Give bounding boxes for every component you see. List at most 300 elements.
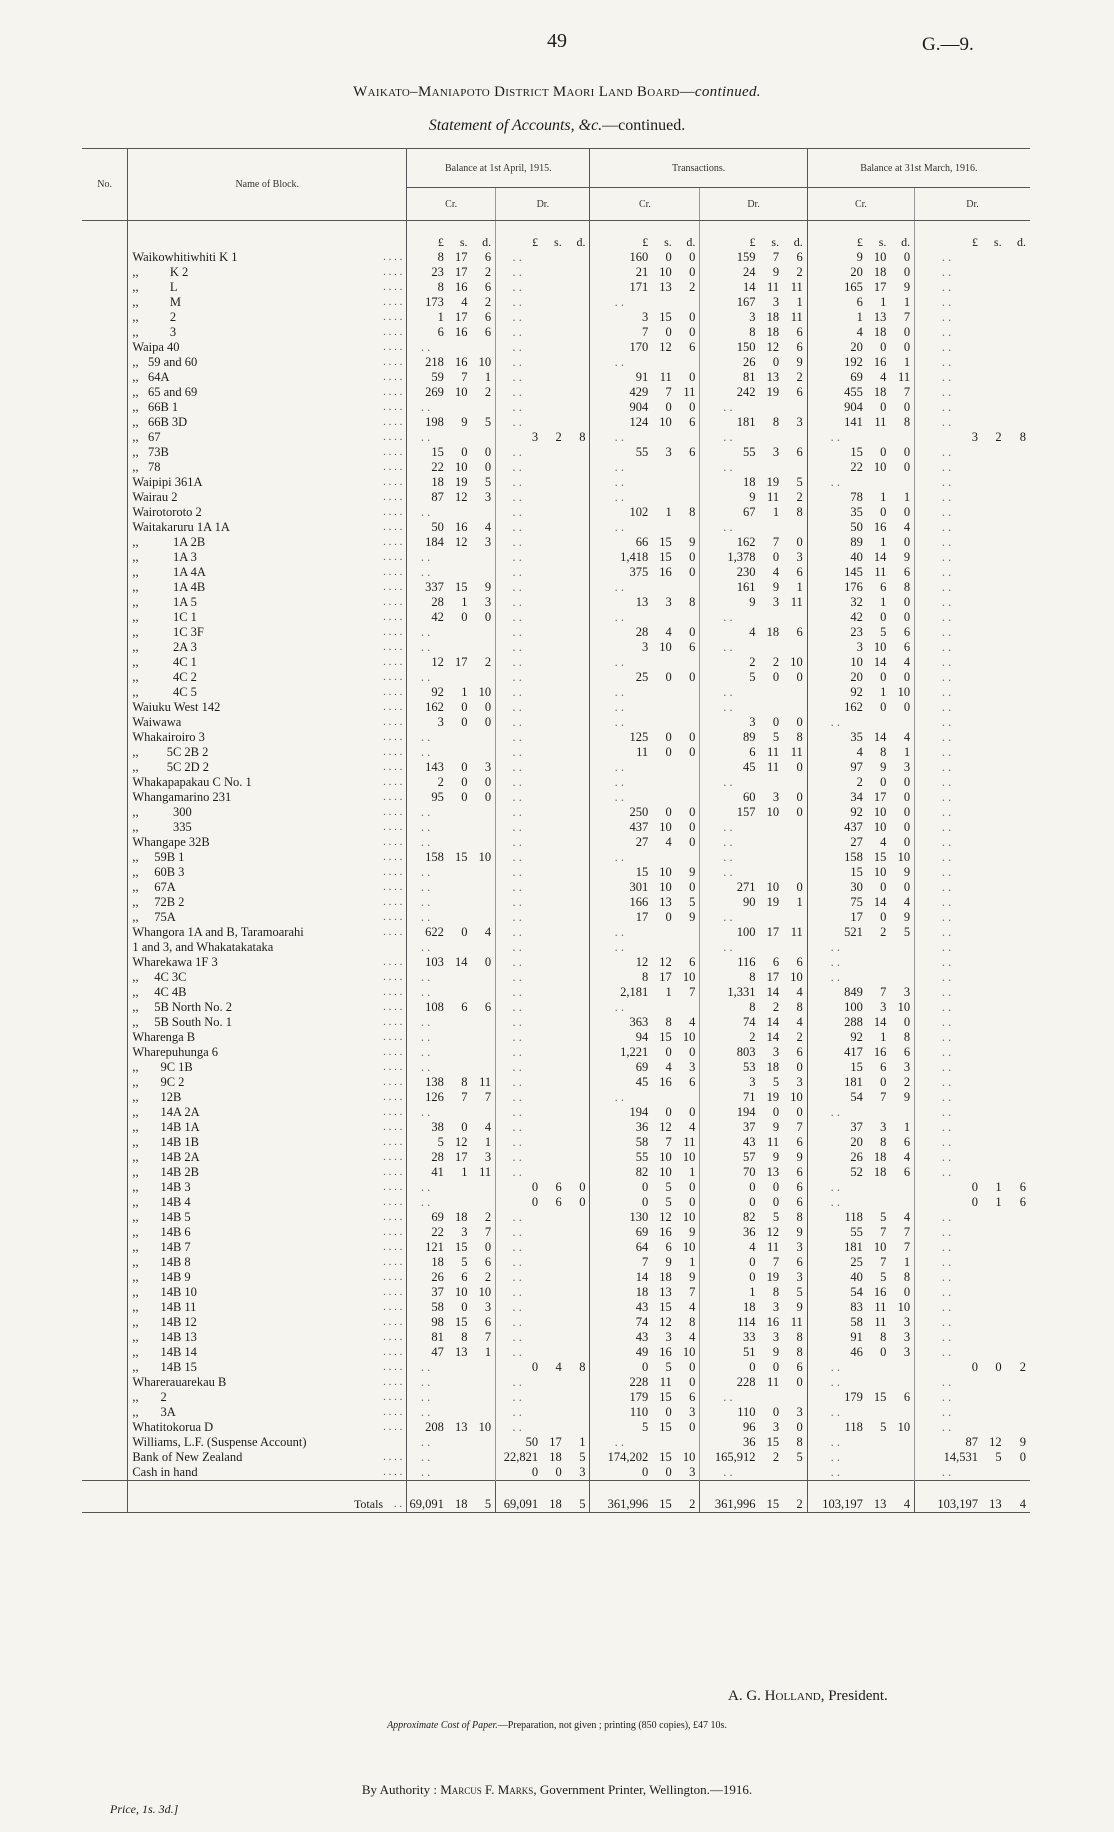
empty-amount	[446, 1390, 470, 1405]
empty-amount	[540, 745, 564, 760]
amount-shillings: 3	[665, 1330, 672, 1344]
empty-amount	[1004, 1225, 1030, 1240]
empty-amount: . .	[420, 910, 431, 924]
empty-amount	[674, 790, 700, 805]
empty-amount	[650, 610, 674, 625]
empty-amount	[781, 640, 807, 655]
empty-amount	[1004, 445, 1030, 460]
empty-amount	[446, 910, 470, 925]
leader-dots: . . . .	[383, 1255, 407, 1270]
empty-amount: . .	[915, 655, 980, 670]
amount-pence: 0	[689, 565, 696, 579]
empty-amount: . .	[700, 835, 758, 850]
amount-pence: 5	[484, 475, 492, 489]
table-row	[82, 595, 1030, 610]
amount-shillings: 13	[454, 1345, 468, 1359]
table-row	[82, 1255, 1030, 1270]
empty-amount: . .	[496, 925, 541, 940]
empty-amount	[540, 580, 564, 595]
amount-shillings: 3	[772, 1045, 780, 1059]
total-pence: 5	[469, 1481, 495, 1513]
amount-pounds: 71	[700, 1090, 758, 1105]
empty-amount	[564, 640, 590, 655]
empty-amount	[564, 475, 590, 490]
empty-amount	[1004, 1270, 1030, 1285]
row-number	[82, 1225, 128, 1240]
table-row	[82, 550, 1030, 565]
leader-dots: . . . .	[383, 805, 407, 820]
empty-amount	[540, 1390, 564, 1405]
empty-amount	[674, 580, 700, 595]
block-name: ,, 14A 2A	[132, 1105, 200, 1119]
amount-shillings: 10	[659, 880, 672, 894]
amount-pounds: 3	[700, 310, 758, 325]
empty-amount	[1004, 835, 1030, 850]
amount-shillings: 10	[659, 415, 672, 429]
empty-amount	[980, 520, 1004, 535]
amount-pence: 0	[689, 400, 696, 414]
empty-amount: . .	[915, 1060, 980, 1075]
amount-pounds: 194	[700, 1105, 758, 1120]
empty-amount	[1004, 1420, 1030, 1435]
empty-amount	[540, 880, 564, 895]
amount-pence: 6	[781, 445, 807, 460]
amount-pounds: 14	[700, 280, 758, 295]
empty-amount: . .	[614, 520, 625, 534]
amount-pounds: 34	[850, 790, 863, 804]
amount-pence: 6	[781, 1255, 807, 1270]
empty-amount	[1004, 1465, 1030, 1481]
leader-dots: . . . .	[383, 1285, 407, 1300]
amount-pence: 1	[689, 1165, 696, 1179]
leader-dots: . . . .	[383, 280, 407, 295]
amount-pounds: 125	[629, 730, 649, 744]
empty-amount: . .	[496, 385, 541, 400]
amount-pence: 0	[903, 400, 911, 414]
amount-pounds: 3	[496, 430, 541, 445]
leader-dots: . . . .	[383, 535, 407, 550]
amount-pounds: 0	[641, 1360, 649, 1374]
amount-pence: 10	[682, 970, 696, 984]
empty-amount	[758, 610, 782, 625]
empty-amount	[980, 1420, 1004, 1435]
empty-amount	[564, 700, 590, 715]
row-number	[82, 655, 128, 670]
row-number	[82, 1330, 128, 1345]
empty-amount	[980, 820, 1004, 835]
amount-pence: 1	[781, 580, 807, 595]
amount-shillings: 16	[873, 520, 887, 534]
empty-amount	[469, 670, 495, 685]
amount-shillings: 3	[772, 1420, 780, 1434]
row-number	[82, 490, 128, 505]
amount-pounds: 288	[844, 1015, 863, 1029]
amount-pounds: 36	[635, 1120, 649, 1134]
empty-amount	[1004, 310, 1030, 325]
block-name: Waikowhitiwhiti K 1	[132, 250, 238, 264]
amount-pence: 3	[689, 1465, 696, 1479]
amount-pence: 4	[689, 1300, 696, 1314]
empty-amount	[564, 880, 590, 895]
empty-amount: . .	[496, 550, 541, 565]
amount-shillings: 4	[461, 295, 468, 309]
empty-amount: . .	[496, 445, 541, 460]
amount-pence: 3	[781, 1240, 807, 1255]
table-row	[82, 250, 1030, 265]
amount-pence: 0	[689, 1375, 696, 1389]
amount-shillings: 9	[772, 1120, 780, 1134]
empty-amount: . .	[496, 610, 541, 625]
amount-shillings: 4	[772, 565, 780, 579]
accounts-table-body	[82, 221, 1030, 1513]
pound-sign: £	[915, 235, 980, 250]
amount-pounds: 69	[635, 1060, 649, 1074]
empty-amount	[674, 850, 700, 865]
empty-amount: . .	[420, 505, 431, 519]
empty-amount: . .	[614, 460, 625, 474]
amount-pence: 0	[781, 790, 807, 805]
amount-pence: 3	[484, 760, 492, 774]
empty-amount: . .	[496, 1315, 541, 1330]
amount-pence: 5	[484, 415, 492, 429]
empty-amount: . .	[496, 340, 541, 355]
amount-pence: 6	[903, 1135, 911, 1149]
empty-amount	[781, 1390, 807, 1405]
dots-blank	[383, 235, 407, 250]
table-row	[82, 1285, 1030, 1300]
amount-pounds: 17	[635, 910, 649, 924]
amount-shillings: 10	[454, 385, 468, 399]
empty-amount	[650, 520, 674, 535]
row-number	[82, 730, 128, 745]
amount-pounds: 78	[850, 490, 863, 504]
empty-amount: . .	[915, 820, 980, 835]
row-number	[82, 1150, 128, 1165]
amount-pounds: 100	[700, 925, 758, 940]
amount-pounds: 22	[850, 460, 863, 474]
row-number	[82, 1180, 128, 1195]
amount-pence: 2	[484, 1210, 492, 1224]
amount-pounds: 138	[425, 1075, 444, 1089]
amount-pence: 4	[689, 1015, 696, 1029]
empty-amount	[980, 490, 1004, 505]
row-number	[82, 1045, 128, 1060]
amount-pence: 6	[1019, 1195, 1026, 1209]
amount-pence: 1	[484, 1345, 492, 1359]
block-name: Cash in hand	[132, 1465, 198, 1479]
amount-pence: 0	[903, 595, 911, 609]
empty-amount: . .	[496, 955, 541, 970]
amount-shillings: 12	[766, 340, 780, 354]
amount-shillings: 0	[665, 1465, 672, 1479]
table-row	[82, 520, 1030, 535]
amount-pounds: 50	[431, 520, 444, 534]
empty-amount	[1004, 940, 1030, 955]
amount-pence: 11	[781, 745, 807, 760]
total-pounds: 361,996	[590, 1481, 650, 1513]
empty-amount	[469, 1060, 495, 1075]
amount-shillings: 1	[461, 685, 468, 699]
empty-amount	[564, 1270, 590, 1285]
empty-amount	[540, 475, 564, 490]
empty-amount	[781, 685, 807, 700]
amount-pounds: 110	[629, 1405, 649, 1419]
empty-amount	[540, 1375, 564, 1390]
amount-shillings: 11	[874, 1300, 887, 1314]
amount-pence: 3	[484, 595, 492, 609]
empty-amount: . .	[700, 940, 758, 955]
amount-pence: 8	[781, 1000, 807, 1015]
amount-shillings: 9	[880, 760, 887, 774]
amount-pence: 1	[484, 1135, 492, 1149]
table-row	[82, 910, 1030, 925]
amount-shillings: 15	[659, 1390, 672, 1404]
empty-amount: . .	[614, 1435, 625, 1449]
amount-shillings: 3	[665, 595, 672, 609]
empty-amount	[540, 385, 564, 400]
table-row	[82, 1075, 1030, 1090]
amount-pounds: 89	[850, 535, 863, 549]
table-row	[82, 955, 1030, 970]
empty-amount	[564, 1105, 590, 1120]
row-number	[82, 280, 128, 295]
empty-amount: . .	[496, 1030, 541, 1045]
amount-shillings: 11	[874, 565, 887, 579]
empty-amount	[540, 1150, 564, 1165]
empty-amount	[564, 340, 590, 355]
empty-amount	[980, 355, 1004, 370]
empty-amount	[540, 805, 564, 820]
empty-amount: . .	[496, 1390, 541, 1405]
amount-pence: 6	[781, 1195, 807, 1210]
amount-shillings: 14	[454, 955, 468, 969]
row-number	[82, 265, 128, 280]
row-number	[82, 400, 128, 415]
empty-amount	[1004, 325, 1030, 340]
amount-pence: 0	[903, 670, 911, 684]
amount-pounds: 150	[700, 340, 758, 355]
table-row	[82, 880, 1030, 895]
empty-amount	[758, 775, 782, 790]
empty-amount: . .	[915, 565, 980, 580]
amount-pounds: 2	[856, 775, 863, 789]
table-row	[82, 895, 1030, 910]
amount-pounds: 8	[641, 970, 649, 984]
amount-pounds: 43	[700, 1135, 758, 1150]
block-name: ,, 14B 13	[132, 1330, 197, 1344]
empty-amount	[446, 820, 470, 835]
amount-shillings: 14	[873, 730, 887, 744]
empty-amount	[1004, 955, 1030, 970]
empty-amount: . .	[614, 610, 625, 624]
table-row	[82, 535, 1030, 550]
leader-dots: . . . .	[383, 670, 407, 685]
empty-amount	[540, 1060, 564, 1075]
amount-pounds: 194	[629, 1105, 649, 1119]
empty-amount: . .	[915, 415, 980, 430]
table-row	[82, 850, 1030, 865]
empty-amount	[469, 835, 495, 850]
amount-pounds: 32	[850, 595, 863, 609]
amount-shillings: 10	[659, 1165, 672, 1179]
amount-pence: 0	[903, 250, 911, 264]
row-number	[82, 955, 128, 970]
leader-dots: . . . .	[383, 1390, 407, 1405]
amount-pounds: 904	[844, 400, 863, 414]
table-row	[82, 790, 1030, 805]
empty-amount	[564, 715, 590, 730]
empty-amount: . .	[915, 760, 980, 775]
amount-pence: 0	[689, 250, 696, 264]
empty-amount	[564, 895, 590, 910]
amount-pounds: 69	[635, 1225, 649, 1239]
leader-dots: . . . .	[383, 370, 407, 385]
amount-pounds: 5	[700, 670, 758, 685]
table-row	[82, 1360, 1030, 1375]
amount-shillings: 8	[880, 745, 887, 759]
empty-amount	[540, 1015, 564, 1030]
amount-pence: 6	[781, 1180, 807, 1195]
amount-pence: 8	[781, 505, 807, 520]
amount-shillings: 0	[880, 400, 887, 414]
amount-shillings: 17	[549, 1435, 562, 1449]
amount-pence: 6	[484, 325, 492, 339]
table-row	[82, 445, 1030, 460]
amount-shillings: 11	[767, 490, 780, 504]
amount-shillings: 5	[772, 1075, 780, 1089]
amount-shillings: 18	[873, 325, 887, 339]
empty-amount	[446, 640, 470, 655]
block-name: ,, 14B 1A	[132, 1120, 200, 1134]
empty-amount	[980, 730, 1004, 745]
amount-pence: 0	[689, 550, 696, 564]
amount-pounds: 198	[425, 415, 444, 429]
empty-amount	[758, 835, 782, 850]
empty-amount: . .	[420, 805, 431, 819]
block-name: ,, 14B 7	[132, 1240, 191, 1254]
empty-amount	[446, 670, 470, 685]
amount-shillings: 1	[995, 1180, 1002, 1194]
block-name: 1 and 3, and Whakatakataka	[132, 940, 274, 954]
empty-amount: . .	[614, 925, 625, 939]
empty-amount	[564, 490, 590, 505]
empty-amount	[650, 1090, 674, 1105]
document-subtitle	[0, 117, 1114, 135]
amount-shillings: 12	[659, 340, 672, 354]
empty-amount: . .	[915, 325, 980, 340]
table-row	[82, 580, 1030, 595]
leader-dots: . . . .	[383, 580, 407, 595]
empty-amount	[446, 880, 470, 895]
amount-shillings: 7	[880, 1255, 887, 1269]
empty-amount	[564, 925, 590, 940]
empty-amount	[1004, 625, 1030, 640]
amount-shillings: 2	[772, 655, 780, 669]
authority-label: By Authority :	[361, 1782, 437, 1797]
amount-pounds: 3	[915, 430, 980, 445]
total-pounds: 69,091	[496, 1481, 541, 1513]
empty-amount	[446, 835, 470, 850]
empty-amount	[469, 1195, 495, 1210]
shilling-sign: s.	[459, 235, 468, 249]
total-pence: 4	[888, 1481, 914, 1513]
empty-amount: . .	[915, 595, 980, 610]
total-shillings: 18	[540, 1481, 564, 1513]
empty-amount	[564, 805, 590, 820]
empty-amount: . .	[915, 1030, 980, 1045]
empty-amount	[980, 1240, 1004, 1255]
empty-amount	[564, 610, 590, 625]
amount-pounds: 4	[856, 745, 863, 759]
empty-amount	[650, 715, 674, 730]
empty-amount	[540, 520, 564, 535]
empty-amount	[980, 955, 1004, 970]
empty-amount: . .	[496, 865, 541, 880]
amount-pounds: 14,531	[915, 1450, 980, 1465]
empty-amount: . .	[915, 1015, 980, 1030]
amount-shillings: 7	[461, 370, 468, 384]
amount-pence: 8	[689, 595, 696, 609]
row-number	[82, 775, 128, 790]
empty-amount	[980, 1045, 1004, 1060]
leader-dots: . . . .	[383, 445, 407, 460]
empty-amount	[564, 250, 590, 265]
amount-shillings: 1	[461, 1165, 468, 1179]
amount-pounds: 23	[431, 265, 444, 279]
empty-amount: . .	[496, 1015, 541, 1030]
amount-shillings: 3	[772, 1300, 780, 1314]
empty-amount	[758, 910, 782, 925]
table-row	[82, 865, 1030, 880]
empty-amount	[1004, 415, 1030, 430]
empty-amount: . .	[915, 1075, 980, 1090]
amount-pounds: 20	[850, 1135, 863, 1149]
empty-amount	[980, 1285, 1004, 1300]
amount-shillings: 17	[454, 310, 468, 324]
empty-amount: . .	[420, 1375, 431, 1389]
empty-amount	[674, 925, 700, 940]
amount-pence: 0	[689, 265, 696, 279]
amount-shillings: 6	[555, 1180, 562, 1194]
amount-pounds: 82	[635, 1165, 649, 1179]
empty-amount	[540, 595, 564, 610]
totals-row	[82, 1481, 1030, 1513]
amount-pounds: 43	[635, 1300, 649, 1314]
amount-shillings: 18	[873, 265, 887, 279]
amount-shillings: 0	[665, 400, 672, 414]
empty-amount: . .	[700, 1465, 758, 1481]
empty-amount: . .	[496, 250, 541, 265]
empty-amount: . .	[496, 1150, 541, 1165]
amount-shillings: 0	[772, 715, 780, 729]
empty-amount: . .	[915, 700, 980, 715]
leader-dots: . . . .	[383, 1075, 407, 1090]
amount-shillings: 18	[873, 1165, 887, 1179]
amount-pence: 8	[903, 415, 911, 429]
empty-amount	[865, 970, 889, 985]
amount-shillings: 10	[454, 460, 468, 474]
amount-pence: 9	[689, 910, 696, 924]
empty-amount	[980, 385, 1004, 400]
amount-shillings: 0	[880, 1345, 887, 1359]
table-row	[82, 970, 1030, 985]
amount-pence: 6	[689, 1390, 696, 1404]
leader-dots: . . . .	[383, 745, 407, 760]
amount-pounds: 98	[431, 1315, 444, 1329]
empty-amount: . .	[830, 430, 840, 444]
amount-pence: 0	[689, 1045, 696, 1059]
total-pence: 2	[674, 1481, 700, 1513]
